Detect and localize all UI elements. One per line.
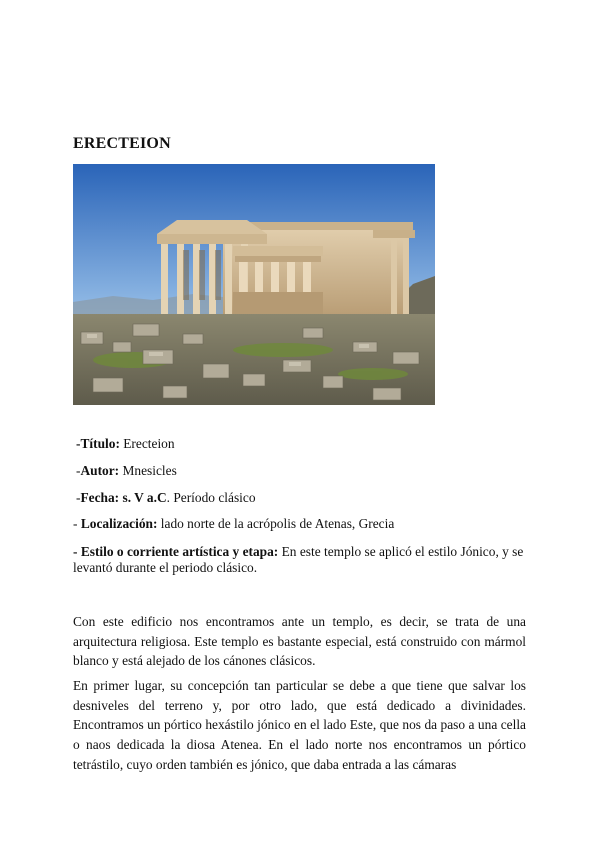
field-localizacion-value: lado norte de la acrópolis de Atenas, Grecia — [157, 516, 395, 531]
paragraph-2: En primer lugar, su concepción tan particular se debe a que tiene que salvar los desniveles del terreno y, por otro lado, que está dedicado a divinidades. Encontramos un pórtico hexástilo jónico en el lado Este, que nos da paso a una cella o naos dedicada la diosa Atenea. En el lado norte nos encontramos un pórtico tetrástilo, cuyo orden también es jónico, que daba entrada a las cámaras — [73, 678, 526, 772]
field-titulo — [76, 436, 536, 452]
field-autor: -Autor: Mnesicles — [76, 463, 177, 478]
field-autor-value: Mnesicles — [119, 463, 177, 478]
field-estilo-value: En este templo se aplicó el estilo Jónico, y se levantó durante el periodo clásico. — [73, 544, 524, 575]
field-autor-label: Autor: — [80, 463, 120, 478]
erecteion-illustration — [73, 164, 435, 405]
field-localizacion-label: Localización: — [80, 516, 158, 531]
field-fecha-value: . Período clásico — [166, 490, 256, 505]
field-estilo-label: - Estilo o corriente artística y etapa: — [73, 544, 279, 559]
field-estilo — [73, 544, 533, 576]
erecteion-photo — [73, 164, 435, 405]
field-titulo-value: Erecteion — [119, 436, 175, 451]
field-localizacion: - Localización: lado norte de la acrópolis de Atenas, Grecia — [73, 516, 395, 531]
field-titulo-label: -Título: — [76, 436, 120, 451]
field-fecha-label: Fecha: s. V a.C — [80, 490, 167, 505]
document-title: ERECTEION — [73, 135, 171, 152]
field-fecha: -Fecha: s. V a.C. Período clásico — [76, 490, 256, 505]
paragraph-1: Con este edificio nos encontramos ante un templo, es decir, se trata de una arquitectura religiosa. Este templo es bastante especial, está construido con mármol blanco y está alejado de los cánones clásicos. — [73, 614, 526, 669]
